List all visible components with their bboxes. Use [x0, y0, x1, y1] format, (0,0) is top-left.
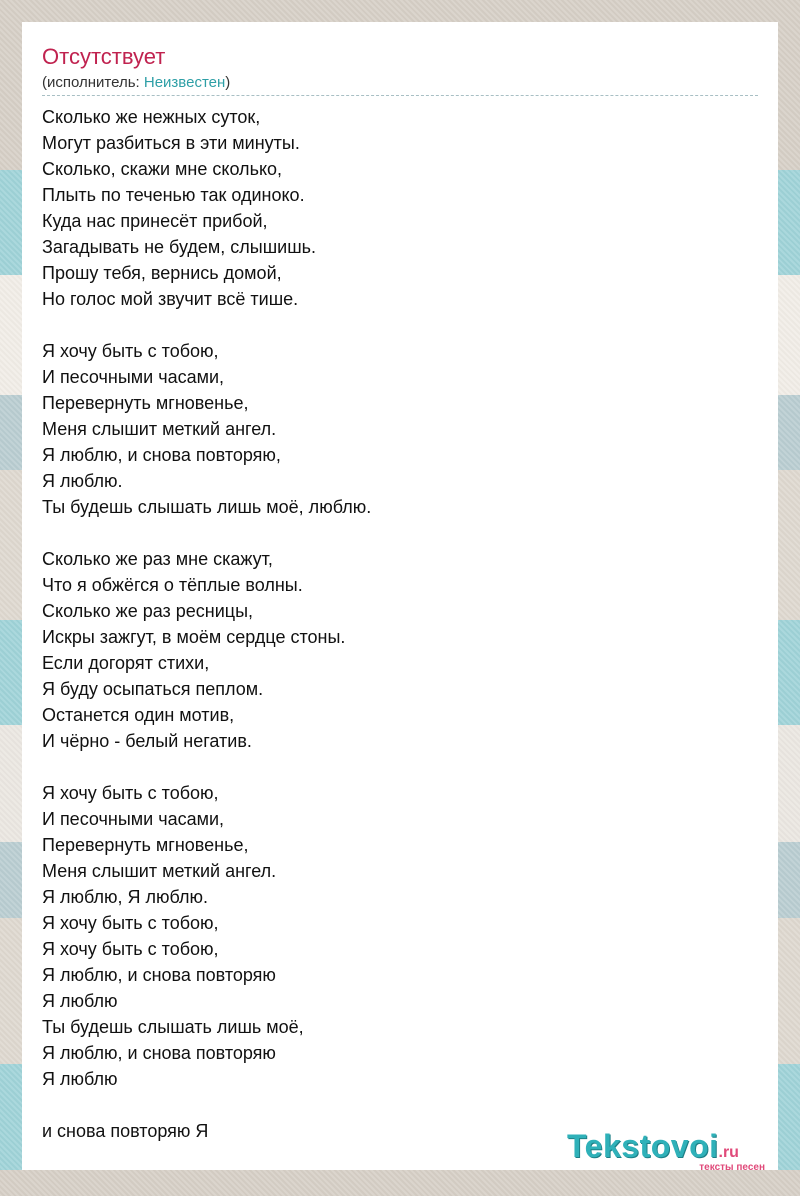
performer-link[interactable]: Неизвестен	[143, 74, 226, 91]
lyric-line: Я люблю.	[42, 471, 123, 491]
lyric-line: Я хочу быть с тобою,	[42, 939, 219, 959]
logo-name: Tekstovoi	[567, 1128, 719, 1164]
lyric-line: Я хочу быть с тобою,	[42, 913, 219, 933]
lyric-line: Перевернуть мгновенье,	[42, 835, 249, 855]
performer-line	[42, 74, 758, 96]
lyric-line: И чёрно - белый негатив.	[42, 731, 252, 751]
performer-prefix: (исполнитель:	[42, 74, 144, 91]
lyric-line: Плыть по теченью так одиноко.	[42, 185, 305, 205]
lyric-line: Перевернуть мгновенье,	[42, 393, 249, 413]
lyric-line: И песочными часами,	[42, 809, 225, 829]
lyric-line: Останется один мотив,	[42, 705, 235, 725]
lyric-line: Я люблю, и снова повторяю	[42, 965, 276, 985]
lyrics-card	[22, 22, 778, 1173]
lyric-line: Сколько же нежных суток,	[42, 107, 261, 127]
lyric-line: Искры зажгут, в моём сердце стоны.	[42, 627, 346, 647]
lyrics-text	[42, 104, 742, 1144]
lyric-line: Я люблю	[42, 1069, 118, 1089]
lyric-line: Прошу тебя, вернись домой,	[42, 263, 282, 283]
lyric-line: Что я обжёгся о тёплые волны.	[42, 575, 303, 595]
lyric-line: Сколько же раз мне скажут,	[42, 549, 273, 569]
lyric-line: Ты будешь слышать лишь моё,	[42, 1017, 304, 1037]
lyric-line: Сколько, скажи мне сколько,	[42, 159, 283, 179]
lyric-line: Куда нас принесёт прибой,	[42, 211, 268, 231]
lyric-line: Меня слышит меткий ангел.	[42, 861, 277, 881]
lyric-line: Я люблю, Я люблю.	[42, 887, 209, 907]
stanza	[42, 104, 742, 312]
lyric-line: Меня слышит меткий ангел.	[42, 419, 277, 439]
stanza	[42, 780, 742, 1092]
logo-tagline: тексты песен	[699, 1162, 765, 1173]
lyric-line: Я люблю, и снова повторяю	[42, 1043, 276, 1063]
stanza	[42, 338, 742, 520]
stanza	[42, 546, 742, 754]
lyric-line: Если догорят стихи,	[42, 653, 210, 673]
lyric-line: Загадывать не будем, слышишь.	[42, 237, 317, 257]
performer-suffix: )	[225, 74, 231, 91]
site-logo[interactable]	[567, 1128, 777, 1173]
lyric-line: Я люблю, и снова повторяю,	[42, 445, 281, 465]
lyric-line: Я буду осыпаться пеплом.	[42, 679, 264, 699]
song-title: Отсутствует	[42, 44, 166, 69]
lyric-line: Могут разбиться в эти минуты.	[42, 133, 300, 153]
lyric-line: И песочными часами,	[42, 367, 225, 387]
lyric-line: Сколько же раз ресницы,	[42, 601, 254, 621]
lyric-line: Я хочу быть с тобою,	[42, 341, 219, 361]
lyric-line: Но голос мой звучит всё тише.	[42, 289, 299, 309]
lyric-line: Ты будешь слышать лишь моё, люблю.	[42, 497, 372, 517]
lyric-line: и снова повторяю Я	[42, 1121, 209, 1141]
lyric-line: Я хочу быть с тобою,	[42, 783, 219, 803]
lyric-line: Я люблю	[42, 991, 118, 1011]
logo-domain: .ru	[718, 1144, 739, 1161]
